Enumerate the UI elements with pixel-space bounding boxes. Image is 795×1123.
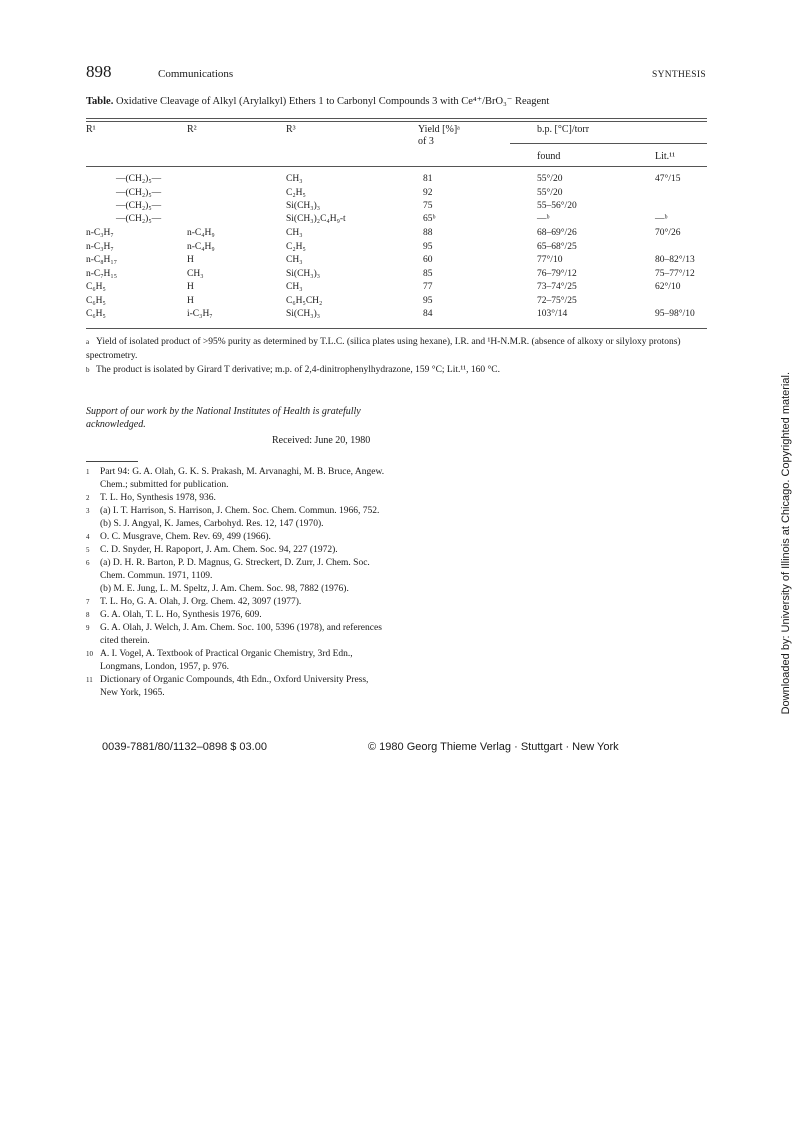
cell-r3: Si(CH₃)₃ [286, 269, 321, 279]
reference-item [86, 518, 386, 531]
cell-r3: CH₃ [286, 255, 303, 265]
header-found: found [537, 151, 561, 162]
cell-found: 68–69°/26 [537, 228, 577, 238]
reference-item [86, 674, 386, 700]
reference-number: 6 [86, 559, 90, 567]
cell-r3: Si(CH₃)₂C₄H₉-t [286, 214, 346, 224]
reference-number: 7 [86, 598, 90, 606]
header-yield: Yield [%]ᵃ [418, 124, 460, 135]
cell-r1: —(CH₂)₅— [116, 214, 162, 224]
cell-lit: 80–82°/13 [655, 255, 695, 265]
page-number: 898 [86, 62, 112, 81]
article-code: 0039-7881/80/1132–0898 $ 03.00 [102, 741, 267, 753]
reference-number: 1 [86, 468, 90, 476]
cell-yield: 84 [423, 309, 433, 319]
cell-r3: CH₃ [286, 282, 303, 292]
reference-item [86, 544, 386, 557]
cell-r2: H [187, 282, 194, 292]
footnote-text: The product is isolated by Girard T derivative; m.p. of 2,4-dinitrophenylhydrazone, 159 °C; Lit.¹¹, 160 °C. [96, 365, 500, 375]
cell-yield: 65ᵇ [423, 214, 436, 224]
table-top-rule-2 [86, 121, 707, 122]
cell-r1: n-C₃H₇ [86, 242, 114, 252]
cell-found: 55°/20 [537, 174, 563, 184]
reference-item [86, 557, 386, 583]
reference-number: 5 [86, 546, 90, 554]
header-yield-of: of 3 [418, 136, 434, 147]
cell-lit: 75–77°/12 [655, 269, 695, 279]
header-r1: R¹ [86, 124, 96, 135]
cell-r3: Si(CH₃)₃ [286, 201, 321, 211]
table-bottom-rule [86, 328, 707, 329]
cell-r2: n-C₄H₉ [187, 242, 215, 252]
cell-found: 65–68°/25 [537, 242, 577, 252]
reference-number: 9 [86, 624, 90, 632]
table-caption [86, 95, 549, 107]
header-lit: Lit.¹¹ [655, 151, 676, 162]
cell-yield: 95 [423, 296, 433, 306]
cell-yield: 92 [423, 188, 433, 198]
reference-text: G. A. Olah, T. L. Ho, Synthesis 1976, 609. [100, 610, 262, 620]
cell-yield: 75 [423, 201, 433, 211]
cell-r1: C₆H₅ [86, 309, 106, 319]
cell-lit: —ᵇ [655, 214, 668, 224]
cell-r3: CH₃ [286, 174, 303, 184]
reference-item [86, 505, 386, 518]
table-footnote-b [86, 363, 711, 377]
section-title: Communications [158, 68, 234, 80]
reference-number: 11 [86, 676, 93, 684]
cell-lit: 62°/10 [655, 282, 681, 292]
cell-r3: C₆H₅CH₂ [286, 296, 323, 306]
cell-found: 72–75°/25 [537, 296, 577, 306]
reference-number: 10 [86, 650, 93, 658]
cell-r1: —(CH₂)₅— [116, 174, 162, 184]
cell-found: 103°/14 [537, 309, 568, 319]
reference-item [86, 596, 386, 609]
reference-item [86, 622, 386, 648]
reference-text: Dictionary of Organic Compounds, 4th Edn., Oxford University Press, New York, 1965. [100, 675, 369, 698]
reference-text: T. L. Ho, G. A. Olah, J. Org. Chem. 42, 3097 (1977). [100, 597, 302, 607]
reference-text: T. L. Ho, Synthesis 1978, 936. [100, 493, 216, 503]
cell-lit: 95–98°/10 [655, 309, 695, 319]
received-date: Received: June 20, 1980 [272, 435, 371, 446]
table-caption-text: Oxidative Cleavage of Alkyl (Arylalkyl) Ethers 1 to Carbonyl Compounds 3 with Ce⁴⁺/BrO₃⁻ Reagent [115, 96, 550, 107]
reference-text: (b) M. E. Jung, L. M. Speltz, J. Am. Chem. Soc. 98, 7882 (1976). [100, 584, 349, 594]
download-notice: Downloaded by: University of Illinois at Chicago. Copyrighted material. [780, 372, 792, 715]
cell-r2: i-C₃H₇ [187, 309, 213, 319]
cell-r3: C₂H₅ [286, 242, 306, 252]
copyright-line: © 1980 Georg Thieme Verlag · Stuttgart · New York [368, 741, 619, 753]
reference-text: O. C. Musgrave, Chem. Rev. 69, 499 (1966). [100, 532, 271, 542]
cell-r1: —(CH₂)₅— [116, 188, 162, 198]
cell-r2: H [187, 296, 194, 306]
header-r2: R² [187, 124, 197, 135]
cell-found: —ᵇ [537, 214, 550, 224]
cell-r2: n-C₄H₉ [187, 228, 215, 238]
bp-header-rule [510, 143, 707, 144]
cell-r3: CH₃ [286, 228, 303, 238]
reference-number: 4 [86, 533, 90, 541]
footnote-text: Yield of isolated product of >95% purity as determined by T.L.C. (silica plates using hexane), I.R. and ¹H-N.M.R. (absence of alkoxy or silyloxy protons) spectrometry. [86, 337, 681, 361]
reference-text: (a) I. T. Harrison, S. Harrison, J. Chem. Soc. Chem. Commun. 1966, 752. [100, 506, 380, 516]
cell-r3: C₂H₅ [286, 188, 306, 198]
reference-item [86, 583, 386, 596]
cell-lit: 47°/15 [655, 174, 681, 184]
table-header-rule [86, 166, 707, 167]
cell-yield: 60 [423, 255, 433, 265]
cell-yield: 95 [423, 242, 433, 252]
references-rule [86, 461, 138, 462]
cell-r1: n-C₈H₁₇ [86, 255, 118, 265]
table-label: Table. [86, 96, 114, 107]
reference-item [86, 531, 386, 544]
cell-r2: CH₃ [187, 269, 204, 279]
cell-found: 55–56°/20 [537, 201, 577, 211]
cell-found: 76–79°/12 [537, 269, 577, 279]
reference-text: Part 94: G. A. Olah, G. K. S. Prakash, M. Arvanaghi, M. B. Bruce, Angew. Chem.; submitted for publication. [100, 467, 385, 490]
cell-r1: C₆H₅ [86, 282, 106, 292]
cell-yield: 77 [423, 282, 433, 292]
cell-found: 55°/20 [537, 188, 563, 198]
cell-yield: 88 [423, 228, 433, 238]
reference-text: A. I. Vogel, A. Textbook of Practical Organic Chemistry, 3rd Edn., Longmans, London, 1957, p. 976. [100, 649, 353, 672]
reference-number: 2 [86, 494, 90, 502]
journal-name: SYNTHESIS [652, 70, 706, 80]
acknowledgement: Support of our work by the National Institutes of Health is gratefully acknowledged. [86, 406, 361, 430]
reference-number: 3 [86, 507, 90, 515]
footnote-mark: b [86, 366, 90, 374]
reference-item [86, 466, 386, 492]
cell-r1: n-C₇H₁₅ [86, 269, 118, 279]
cell-r1: C₆H₅ [86, 296, 106, 306]
cell-found: 73–74°/25 [537, 282, 577, 292]
references-list [86, 466, 386, 700]
reference-text: (a) D. H. R. Barton, P. D. Magnus, G. Streckert, D. Zurr, J. Chem. Soc. Chem. Commun. 1971, 1109. [100, 558, 370, 581]
cell-r1: —(CH₂)₅— [116, 201, 162, 211]
cell-yield: 81 [423, 174, 433, 184]
cell-yield: 85 [423, 269, 433, 279]
cell-found: 77°/10 [537, 255, 563, 265]
reference-item [86, 648, 386, 674]
cell-r3: Si(CH₃)₃ [286, 309, 321, 319]
reference-text: (b) S. J. Angyal, K. James, Carbohyd. Res. 12, 147 (1970). [100, 519, 324, 529]
header-bp: b.p. [°C]/torr [537, 124, 590, 135]
reference-text: G. A. Olah, J. Welch, J. Am. Chem. Soc. 100, 5396 (1978), and references cited therein. [100, 623, 382, 646]
cell-r1: n-C₃H₇ [86, 228, 114, 238]
cell-r2: H [187, 255, 194, 265]
reference-number: 8 [86, 611, 90, 619]
reference-text: C. D. Snyder, H. Rapoport, J. Am. Chem. Soc. 94, 227 (1972). [100, 545, 338, 555]
reference-item [86, 609, 386, 622]
table-top-rule [86, 118, 707, 119]
reference-item [86, 492, 386, 505]
cell-lit: 70°/26 [655, 228, 681, 238]
header-r3: R³ [286, 124, 296, 135]
table-footnote-a [86, 335, 711, 363]
footnote-mark: a [86, 338, 90, 346]
